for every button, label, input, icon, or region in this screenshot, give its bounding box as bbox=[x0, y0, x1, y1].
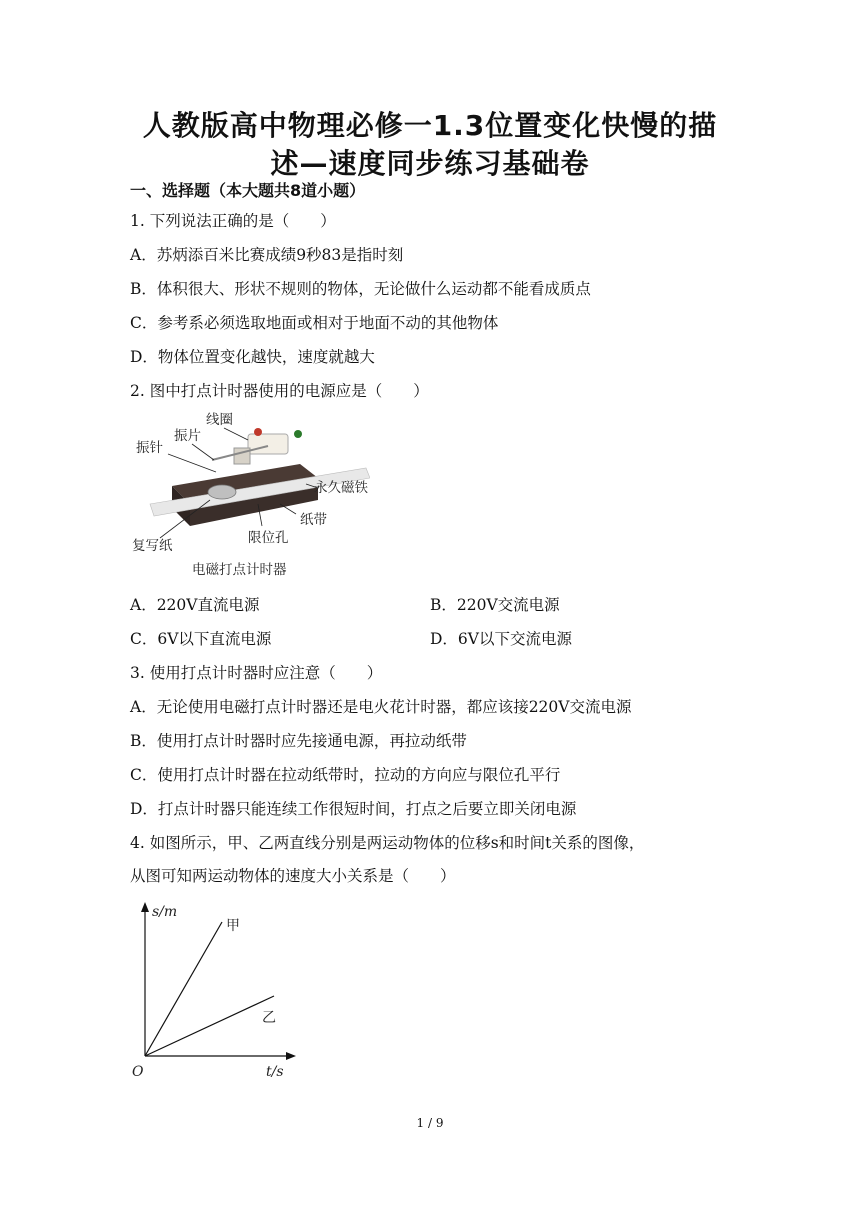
q4-stem-line-1: 4. 如图所示，甲、乙两直线分别是两运动物体的位移s和时间t关系的图像， bbox=[130, 834, 645, 852]
q3-option-b: B．使用打点计时器时应先接通电源，再拉动纸带 bbox=[130, 732, 467, 750]
label-needle: 振针 bbox=[136, 440, 163, 456]
page-number: 1 / 9 bbox=[416, 1116, 444, 1130]
q2-option-b: B．220V交流电源 bbox=[430, 596, 560, 614]
leader-reed bbox=[192, 444, 214, 460]
label-hole: 限位孔 bbox=[248, 530, 289, 546]
q3-option-c: C．使用打点计时器在拉动纸带时，拉动的方向应与限位孔平行 bbox=[130, 766, 561, 784]
figure-caption: 电磁打点计时器 bbox=[192, 562, 287, 578]
q2-stem: 2. 图中打点计时器使用的电源应是（ ） bbox=[130, 382, 429, 400]
label-coil: 线圈 bbox=[206, 412, 233, 428]
q1-option-a: A．苏炳添百米比赛成绩9秒83是指时刻 bbox=[130, 246, 404, 264]
section-heading: 一、选择题（本大题共8道小题） bbox=[130, 181, 366, 200]
q3-option-d: D．打点计时器只能连续工作很短时间，打点之后要立即关闭电源 bbox=[130, 800, 577, 818]
terminal-green bbox=[294, 430, 302, 438]
document-title-line-1: 人教版高中物理必修一1.3位置变化快慢的描 bbox=[142, 109, 718, 142]
y-axis-arrow bbox=[141, 902, 149, 912]
q3-stem: 3. 使用打点计时器时应注意（ ） bbox=[130, 664, 383, 682]
document-title-line-2: 述—速度同步练习基础卷 bbox=[270, 147, 590, 180]
s-t-graph bbox=[128, 896, 298, 1086]
carbon-disc bbox=[208, 485, 236, 499]
q3-option-a: A．无论使用电磁打点计时器还是电火花计时器，都应该接220V交流电源 bbox=[130, 698, 632, 716]
line-jia bbox=[145, 922, 222, 1056]
label-reed: 振片 bbox=[174, 428, 201, 444]
line-jia-label: 甲 bbox=[226, 918, 240, 934]
line-yi-label: 乙 bbox=[262, 1010, 276, 1026]
x-axis-arrow bbox=[286, 1052, 296, 1060]
q1-option-b: B．体积很大、形状不规则的物体，无论做什么运动都不能看成质点 bbox=[130, 280, 591, 298]
q1-option-c: C．参考系必须选取地面或相对于地面不动的其他物体 bbox=[130, 314, 499, 332]
q2-option-c: C．6V以下直流电源 bbox=[130, 630, 272, 648]
label-tape: 纸带 bbox=[300, 512, 327, 528]
terminal-red bbox=[254, 428, 262, 436]
q1-option-d: D．物体位置变化越快，速度就越大 bbox=[130, 348, 375, 366]
label-carbon: 复写纸 bbox=[132, 538, 173, 554]
q1-stem: 1. 下列说法正确的是（ ） bbox=[130, 212, 336, 230]
label-magnet: 永久磁铁 bbox=[314, 480, 368, 496]
timer-figure bbox=[130, 408, 370, 580]
line-yi bbox=[145, 996, 274, 1056]
origin-label: O bbox=[132, 1064, 144, 1080]
q4-stem-line-2: 从图可知两运动物体的速度大小关系是（ ） bbox=[130, 867, 456, 885]
q2-option-d: D．6V以下交流电源 bbox=[430, 630, 572, 648]
coil-block bbox=[248, 434, 288, 454]
q2-option-a: A．220V直流电源 bbox=[130, 596, 260, 614]
x-axis-label: t/s bbox=[266, 1064, 284, 1080]
y-axis-label: s/m bbox=[152, 904, 178, 920]
leader-coil bbox=[224, 428, 248, 440]
